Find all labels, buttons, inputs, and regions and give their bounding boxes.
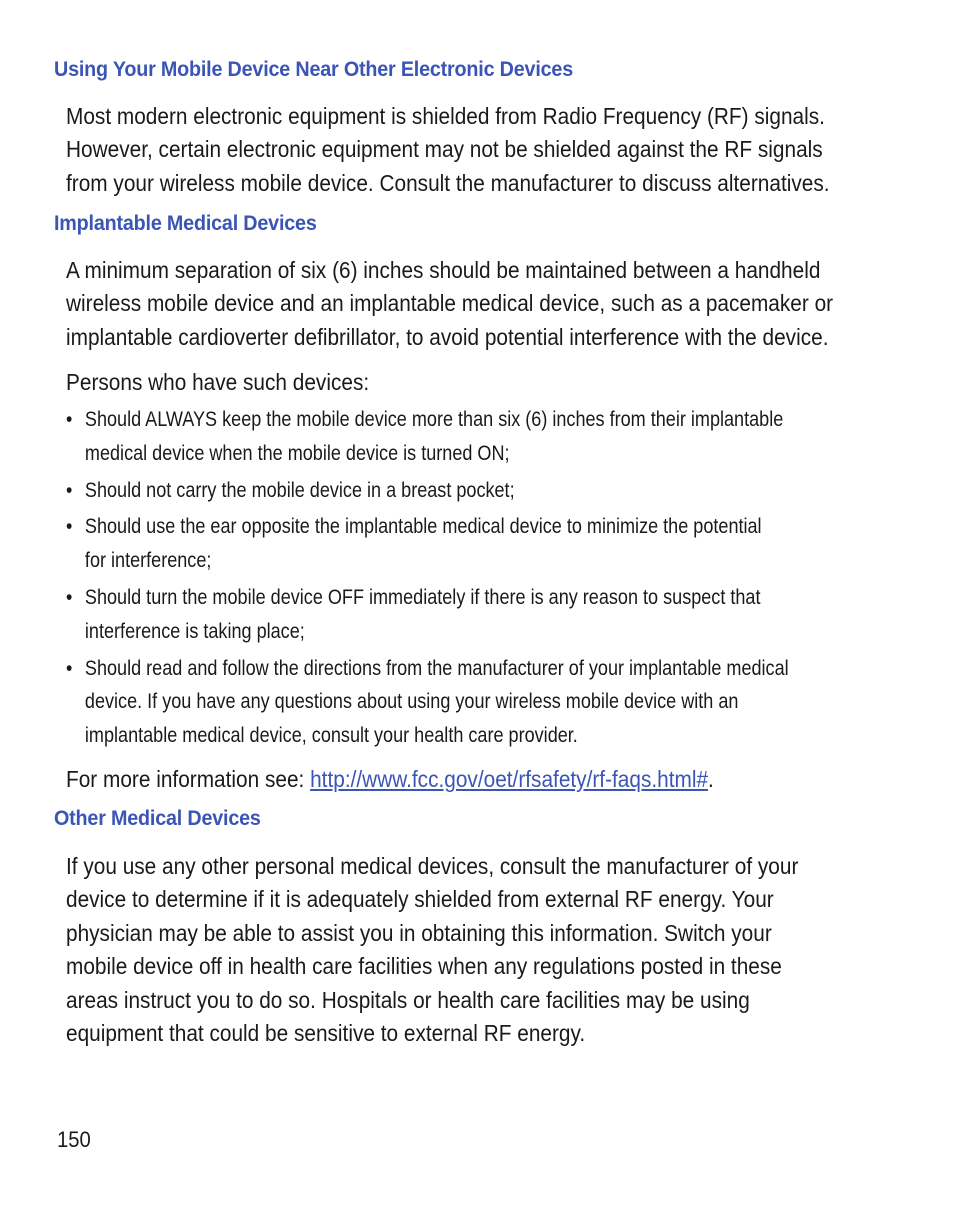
paragraph-other-medical-devices (66, 850, 862, 1050)
fcc-faq-link[interactable]: http://www.fcc.gov/oet/rfsafety/rf-faqs.html# (310, 766, 709, 792)
text-line: physician may be able to assist you in obtaining this information. Switch your (66, 919, 772, 946)
more-info-prefix: For more information see: (66, 766, 311, 792)
text-line: device to determine if it is adequately shielded from external RF energy. Your (66, 886, 774, 913)
bullet-marker: • (66, 408, 73, 431)
persons-intro (66, 366, 862, 399)
text-line: A minimum separation of six (6) inches should be maintained between a handheld (66, 257, 821, 283)
text-line: Should not carry the mobile device in a breast pocket; (84, 478, 515, 502)
list-item (66, 403, 823, 471)
section-heading-electronic-devices: Using Your Mobile Device Near Other Electronic Devices (54, 58, 573, 81)
text-line: Should use the ear opposite the implantable medical device to minimize the potential (84, 515, 762, 539)
text-line: interference is taking place; (84, 619, 305, 643)
text-line: Should turn the mobile device OFF immediately if there is any reason to suspect that (84, 585, 761, 609)
bullet-marker: • (66, 478, 73, 502)
text-line: Should ALWAYS keep the mobile device more than six (6) inches from their implantable (84, 408, 784, 431)
bullet-marker: • (66, 656, 73, 680)
page-number: 150 (57, 1127, 91, 1152)
list-item (66, 581, 823, 649)
precautions-list (66, 403, 946, 753)
text-line: medical device when the mobile device is turned ON; (84, 441, 510, 465)
text-line: wireless mobile device and an implantable medical device, such as a pacemaker or (66, 290, 834, 317)
text-line: Persons who have such devices: (66, 369, 370, 395)
text-line: Most modern electronic equipment is shielded from Radio Frequency (RF) signals. (66, 103, 825, 129)
text-line: device. If you have any questions about using your wireless mobile device with an (84, 690, 739, 714)
text-line: mobile device off in health care facilities when any regulations posted in these (66, 953, 782, 980)
text-line: implantable cardioverter defibrillator, to avoid potential interference with the device. (66, 323, 829, 350)
text-line: areas instruct you to do so. Hospitals or health care facilities may be using (66, 986, 750, 1013)
text-line: Should read and follow the directions from the manufacturer of your implantable medical (84, 656, 789, 680)
list-item (66, 474, 823, 508)
more-info-line (66, 763, 862, 796)
text-line: If you use any other personal medical devices, consult the manufacturer of your (66, 853, 799, 879)
text-line: equipment that could be sensitive to external RF energy. (66, 1020, 586, 1047)
paragraph-electronic-devices (66, 100, 862, 200)
section-heading-other-medical-devices: Other Medical Devices (54, 807, 261, 830)
text-line: for interference; (84, 549, 212, 573)
bullet-marker: • (66, 585, 73, 609)
bullet-marker: • (66, 515, 73, 539)
text-line: implantable medical device, consult your health care provider. (84, 724, 578, 748)
list-item (66, 652, 823, 753)
text-line: from your wireless mobile device. Consult the manufacturer to discuss alternatives. (66, 169, 830, 196)
section-heading-implantable-devices: Implantable Medical Devices (54, 212, 317, 235)
text-line: However, certain electronic equipment may not be shielded against the RF signals (66, 136, 823, 163)
more-info-suffix: . (708, 766, 714, 792)
list-item (66, 510, 823, 578)
paragraph-implantable-devices (66, 254, 862, 354)
